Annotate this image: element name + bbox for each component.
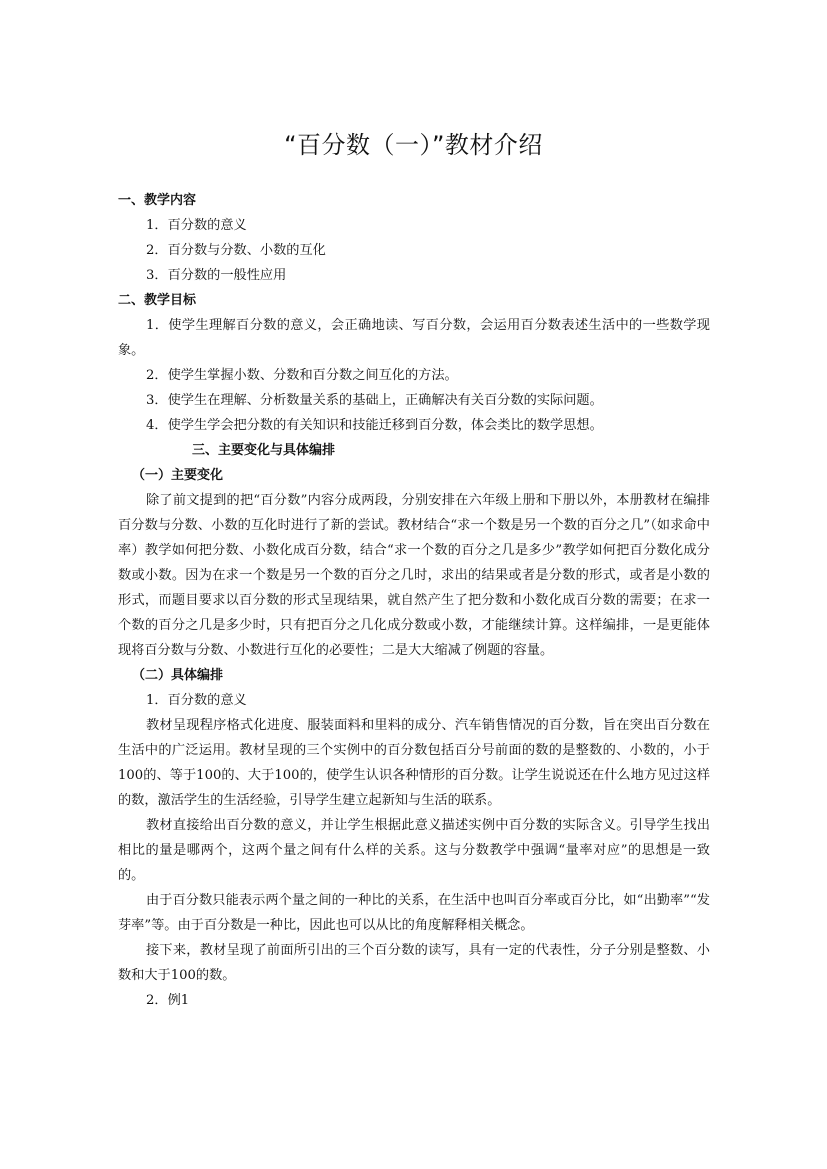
subsection-heading-arrangement: （二）具体编排 <box>132 668 224 683</box>
subsection-heading-main-changes: （一）主要变化 <box>132 468 224 483</box>
list-item: 2．使学生掌握小数、分数和百分数之间互化的方法。 <box>146 368 458 383</box>
document-title: “百分数（一）”教材介绍 <box>284 131 543 159</box>
list-item: 2．例1 <box>146 993 190 1008</box>
paragraph: 教材呈现程序格式化进度、服装面料和里料的成分、汽车销售情况的百分数，旨在突出百分数在生活中的广泛运用。教材呈现的三个实例中的百分数包括百分号前面的数的是整数的、小数的，小于100的、等于100的、大于100的，使学生认识各种情形的百分数。让学生说说还在什么地方见过这样的数，激活学生的生活经验，引导学生建立起新知与生活的联系。 <box>118 718 710 808</box>
list-item: 3．百分数的一般性应用 <box>146 268 287 283</box>
document-body <box>118 188 710 1013</box>
section-heading-teaching-goals: 二、教学目标 <box>118 293 197 308</box>
list-item: 2．百分数与分数、小数的互化 <box>146 243 326 258</box>
paragraph: 接下来，教材呈现了前面所引出的三个百分数的读写，具有一定的代表性，分子分别是整数、小数和大于100的数。 <box>118 943 710 983</box>
section-heading-teaching-content: 一、教学内容 <box>118 193 197 208</box>
paragraph: 由于百分数只能表示两个量之间的一种比的关系，在生活中也叫百分率或百分比，如“出勤率”“发芽率”等。由于百分数是一种比，因此也可以从比的角度解释相关概念。 <box>118 893 710 933</box>
list-item: 1．百分数的意义 <box>146 693 247 708</box>
list-item: 1．百分数的意义 <box>146 218 247 233</box>
list-item: 3．使学生在理解、分析数量关系的基础上，正确解决有关百分数的实际问题。 <box>146 393 603 408</box>
list-item: 1．使学生理解百分数的意义，会正确地读、写百分数，会运用百分数表述生活中的一些数学现象。 <box>118 318 710 358</box>
list-item: 4．使学生学会把分数的有关知识和技能迁移到百分数，体会类比的数学思想。 <box>146 418 603 433</box>
paragraph: 除了前文提到的把“百分数”内容分成两段，分别安排在六年级上册和下册以外，本册教材在编排百分数与分数、小数的互化时进行了新的尝试。教材结合“求一个数是另一个数的百分之几”（如求命中率）教学如何把分数、小数化成百分数，结合“求一个数的百分之几是多少”教学如何把百分数化成分数或小数。因为在求一个数是另一个数的百分之几时，求出的结果或者是分数的形式，或者是小数的形式，而题目要求以百分数的形式呈现结果，就自然产生了把分数和小数化成百分数的需要；在求一个数的百分之几是多少时，只有把百分之几化成分数或小数，才能继续计算。这样编排，一是更能体现将百分数与分数、小数进行互化的必要性；二是大大缩减了例题的容量。 <box>118 493 710 658</box>
section-heading-main-changes: 三、主要变化与具体编排 <box>192 443 336 458</box>
paragraph: 教材直接给出百分数的意义，并让学生根据此意义描述实例中百分数的实际含义。引导学生找出相比的量是哪两个，这两个量之间有什么样的关系。这与分数教学中强调“量率对应”的思想是一致的。 <box>118 818 710 883</box>
